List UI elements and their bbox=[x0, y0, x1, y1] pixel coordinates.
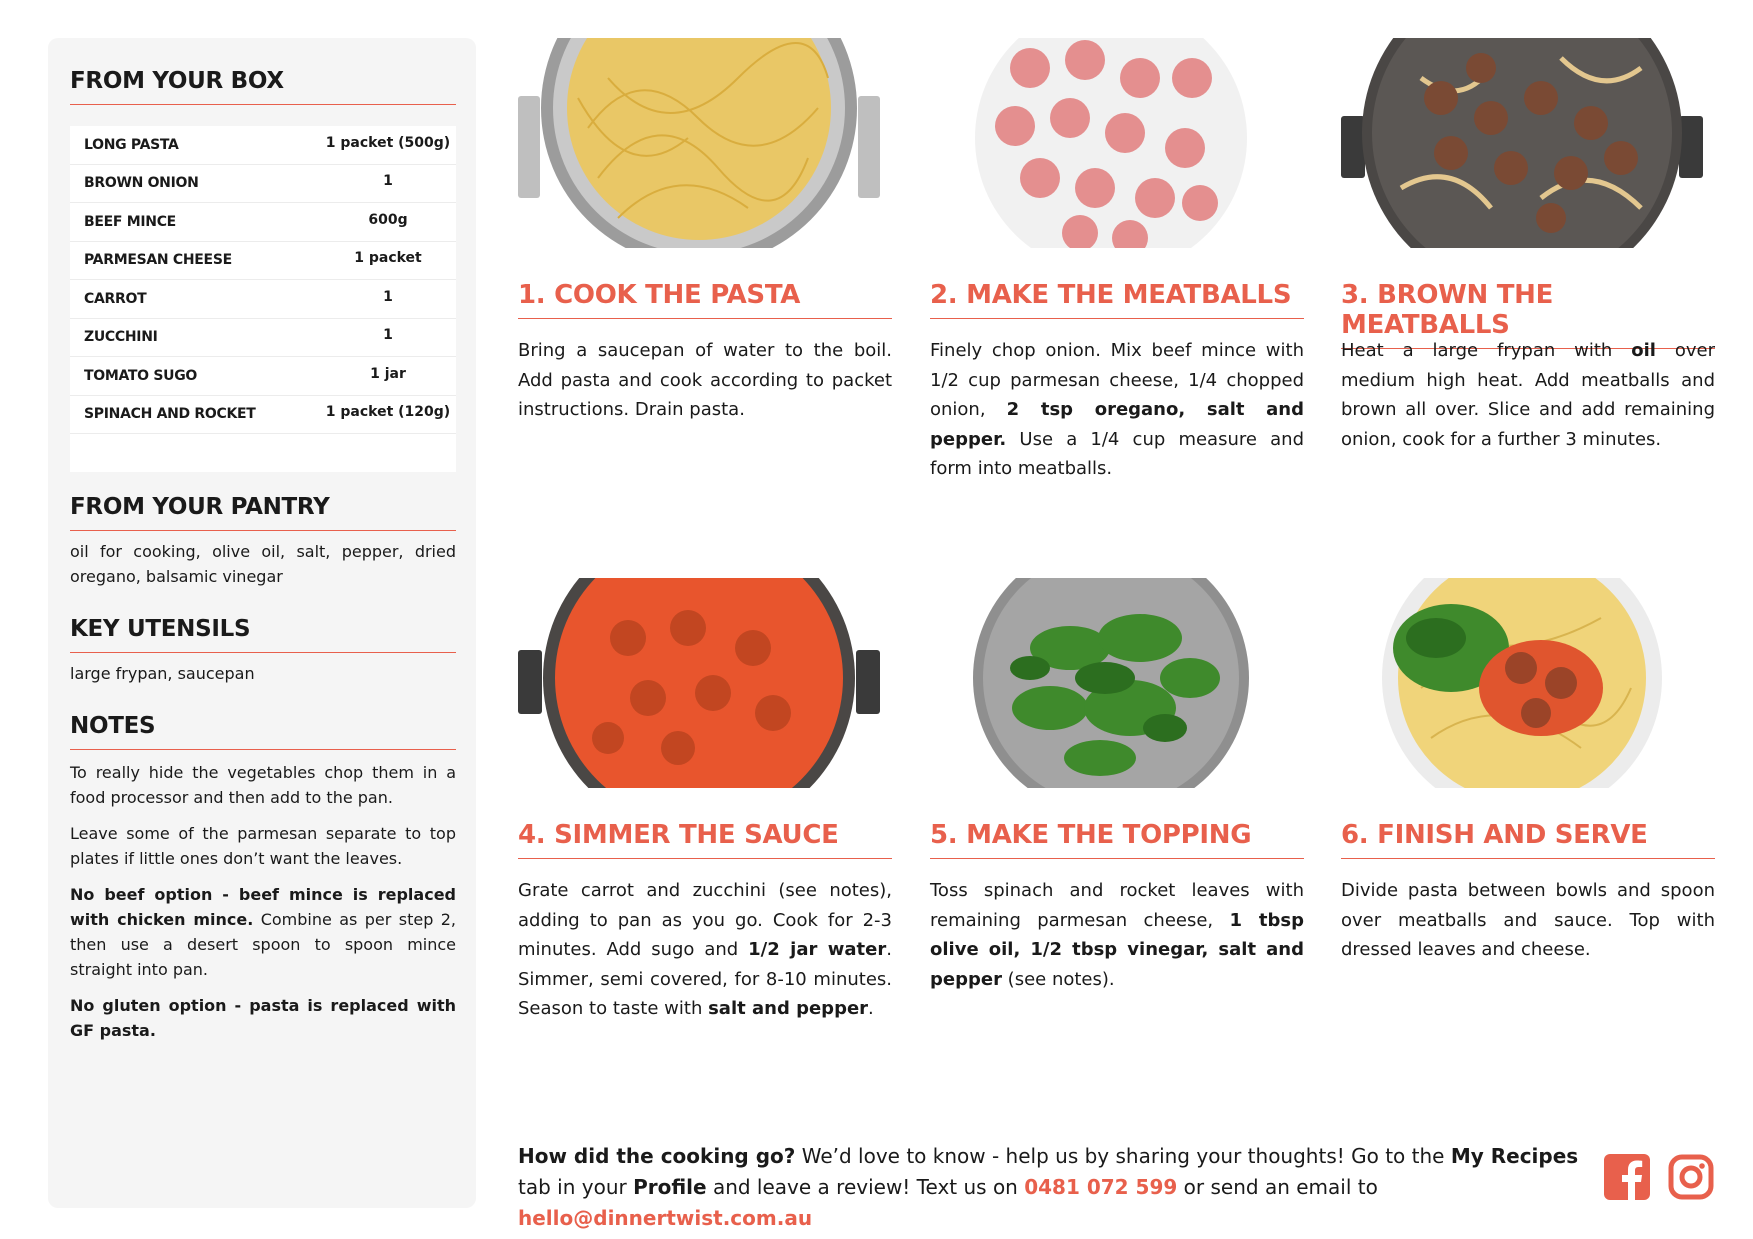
pantry-text: oil for cooking, olive oil, salt, pepper, dried oregano, balsamic vinegar bbox=[70, 542, 456, 586]
note-bold: No beef option - beef mince is replaced with chicken mince. bbox=[70, 885, 456, 929]
ingredient-qty: 1 jar bbox=[370, 365, 406, 382]
footer-text: We’d love to know - help us by sharing your thoughts! Go to the bbox=[795, 1144, 1451, 1168]
ingredient-row bbox=[70, 165, 456, 204]
step-2-title: 2. MAKE THE MEATBALLS bbox=[930, 280, 1304, 319]
step-text-part: Heat a large frypan with bbox=[1341, 340, 1632, 361]
from-your-pantry-title: FROM YOUR PANTRY bbox=[70, 494, 456, 531]
step-5-title: 5. MAKE THE TOPPING bbox=[930, 820, 1304, 859]
step-4-text bbox=[518, 876, 892, 1024]
ingredient-qty: 1 packet (120g) bbox=[325, 404, 451, 421]
ingredients-table bbox=[70, 126, 456, 472]
facebook-icon[interactable] bbox=[1604, 1154, 1650, 1200]
ingredient-name: CARROT bbox=[84, 290, 147, 307]
note-paragraph: Leave some of the parmesan separate to top plates if little ones don’t want the leaves. bbox=[70, 824, 456, 868]
ingredient-qty: 1 packet bbox=[354, 250, 422, 267]
footer-text: or send an email to bbox=[1177, 1175, 1378, 1199]
step-6-text bbox=[1341, 876, 1715, 965]
ingredient-qty: 1 bbox=[383, 327, 393, 344]
from-your-box-title: FROM YOUR BOX bbox=[70, 68, 456, 105]
note-paragraph bbox=[70, 882, 456, 982]
my-recipes-link[interactable]: My Recipes bbox=[1450, 1144, 1579, 1168]
step-text-part: over medium high heat. Add meatballs and brown all over. Slice and add remaining onion, cook for a further 3 minutes. bbox=[1341, 340, 1715, 450]
step-3-text bbox=[1341, 336, 1715, 454]
footer-text: tab in your bbox=[518, 1175, 634, 1199]
step-text-part: Finely chop onion. Mix beef mince with 1/2 cup parmesan cheese, 1/4 chopped onion, bbox=[930, 340, 1304, 420]
ingredient-row bbox=[70, 280, 456, 319]
browning-meatballs-photo bbox=[1341, 38, 1703, 248]
ingredient-row bbox=[70, 319, 456, 358]
step-6-title: 6. FINISH AND SERVE bbox=[1341, 820, 1715, 859]
step-text-part: . bbox=[868, 998, 874, 1019]
step-text-part: Use a 1/4 cup measure and form into meatballs. bbox=[930, 428, 1304, 479]
step-text-part: Toss spinach and rocket leaves with remaining parmesan cheese, bbox=[930, 880, 1304, 931]
ingredient-row bbox=[70, 396, 456, 435]
step-2-text bbox=[930, 336, 1304, 484]
ingredient-name: LONG PASTA bbox=[84, 136, 179, 153]
key-utensils-title: KEY UTENSILS bbox=[70, 616, 456, 653]
step-text-part: (see notes). bbox=[1001, 968, 1115, 990]
note-paragraph: To really hide the vegetables chop them in a food processor and then add to the pan. bbox=[70, 763, 456, 807]
ingredient-row bbox=[70, 203, 456, 242]
ingredient-row bbox=[70, 126, 456, 165]
step-text-bold: 1 tbsp olive oil, 1/2 tbsp vinegar, salt and pepper bbox=[930, 909, 1304, 990]
phone-link[interactable]: 0481 072 599 bbox=[1024, 1175, 1178, 1199]
ingredient-qty: 600g bbox=[368, 211, 408, 228]
ingredient-name: SPINACH AND ROCKET bbox=[84, 406, 256, 423]
utensils-text: large frypan, saucepan bbox=[70, 664, 255, 683]
step-1-text bbox=[518, 336, 892, 425]
raw-meatballs-photo bbox=[930, 38, 1292, 248]
ingredient-name: ZUCCHINI bbox=[84, 329, 158, 346]
ingredients-sidebar bbox=[48, 38, 476, 1208]
ingredient-name: BEEF MINCE bbox=[84, 213, 176, 230]
ingredient-qty: 1 bbox=[383, 288, 393, 305]
ingredient-row bbox=[70, 357, 456, 396]
step-1-title: 1. COOK THE PASTA bbox=[518, 280, 892, 319]
note-paragraph: No gluten option - pasta is replaced with GF pasta. bbox=[70, 996, 456, 1040]
pasta-saucepan-photo bbox=[518, 38, 880, 248]
step-text-part: Bring a saucepan of water to the boil. Add pasta and cook according to packet instructions. Drain pasta. bbox=[518, 340, 892, 420]
step-text-part: . Simmer, semi covered, for 8-10 minutes. Season to taste with bbox=[518, 939, 892, 1019]
ingredient-name: PARMESAN CHEESE bbox=[84, 252, 232, 269]
ingredient-row bbox=[70, 242, 456, 281]
ingredient-qty: 1 packet (500g) bbox=[325, 134, 451, 151]
profile-link[interactable]: Profile bbox=[633, 1175, 707, 1199]
salad-topping-photo bbox=[930, 578, 1292, 788]
step-4-title: 4. SIMMER THE SAUCE bbox=[518, 820, 892, 859]
ingredient-name: TOMATO SUGO bbox=[84, 367, 197, 384]
step-text-bold: salt and pepper bbox=[708, 998, 869, 1019]
step-text-part: Divide pasta between bowls and spoon over meatballs and sauce. Top with dressed leaves and cheese. bbox=[1341, 880, 1715, 960]
step-5-text bbox=[930, 876, 1304, 994]
footer-text: and leave a review! Text us on bbox=[706, 1175, 1025, 1199]
notes-body bbox=[70, 760, 456, 1054]
step-text-part: Grate carrot and zucchini (see notes), adding to pan as you go. Cook for 2-3 minutes. Add sugo and bbox=[518, 880, 892, 960]
instagram-icon[interactable] bbox=[1668, 1154, 1714, 1200]
finished-plate-photo bbox=[1341, 578, 1703, 788]
notes-title: NOTES bbox=[70, 713, 456, 750]
footer-question: How did the cooking go? bbox=[518, 1144, 796, 1168]
step-text-bold: oil bbox=[1631, 340, 1656, 361]
step-text-bold: 1/2 jar water bbox=[748, 939, 887, 960]
feedback-footer bbox=[518, 1141, 1598, 1234]
ingredient-qty: 1 bbox=[383, 173, 393, 190]
note-text: Combine as per step 2, then use a desert spoon to spoon mince straight into pan. bbox=[70, 910, 457, 979]
email-link[interactable]: hello@dinnertwist.com.au bbox=[518, 1206, 813, 1230]
simmering-sauce-photo bbox=[518, 578, 880, 788]
step-text-bold: 2 tsp oregano, salt and pepper. bbox=[930, 399, 1304, 450]
ingredient-name: BROWN ONION bbox=[84, 175, 199, 192]
step-3-title: 3. BROWN THE MEATBALLS bbox=[1341, 280, 1715, 349]
